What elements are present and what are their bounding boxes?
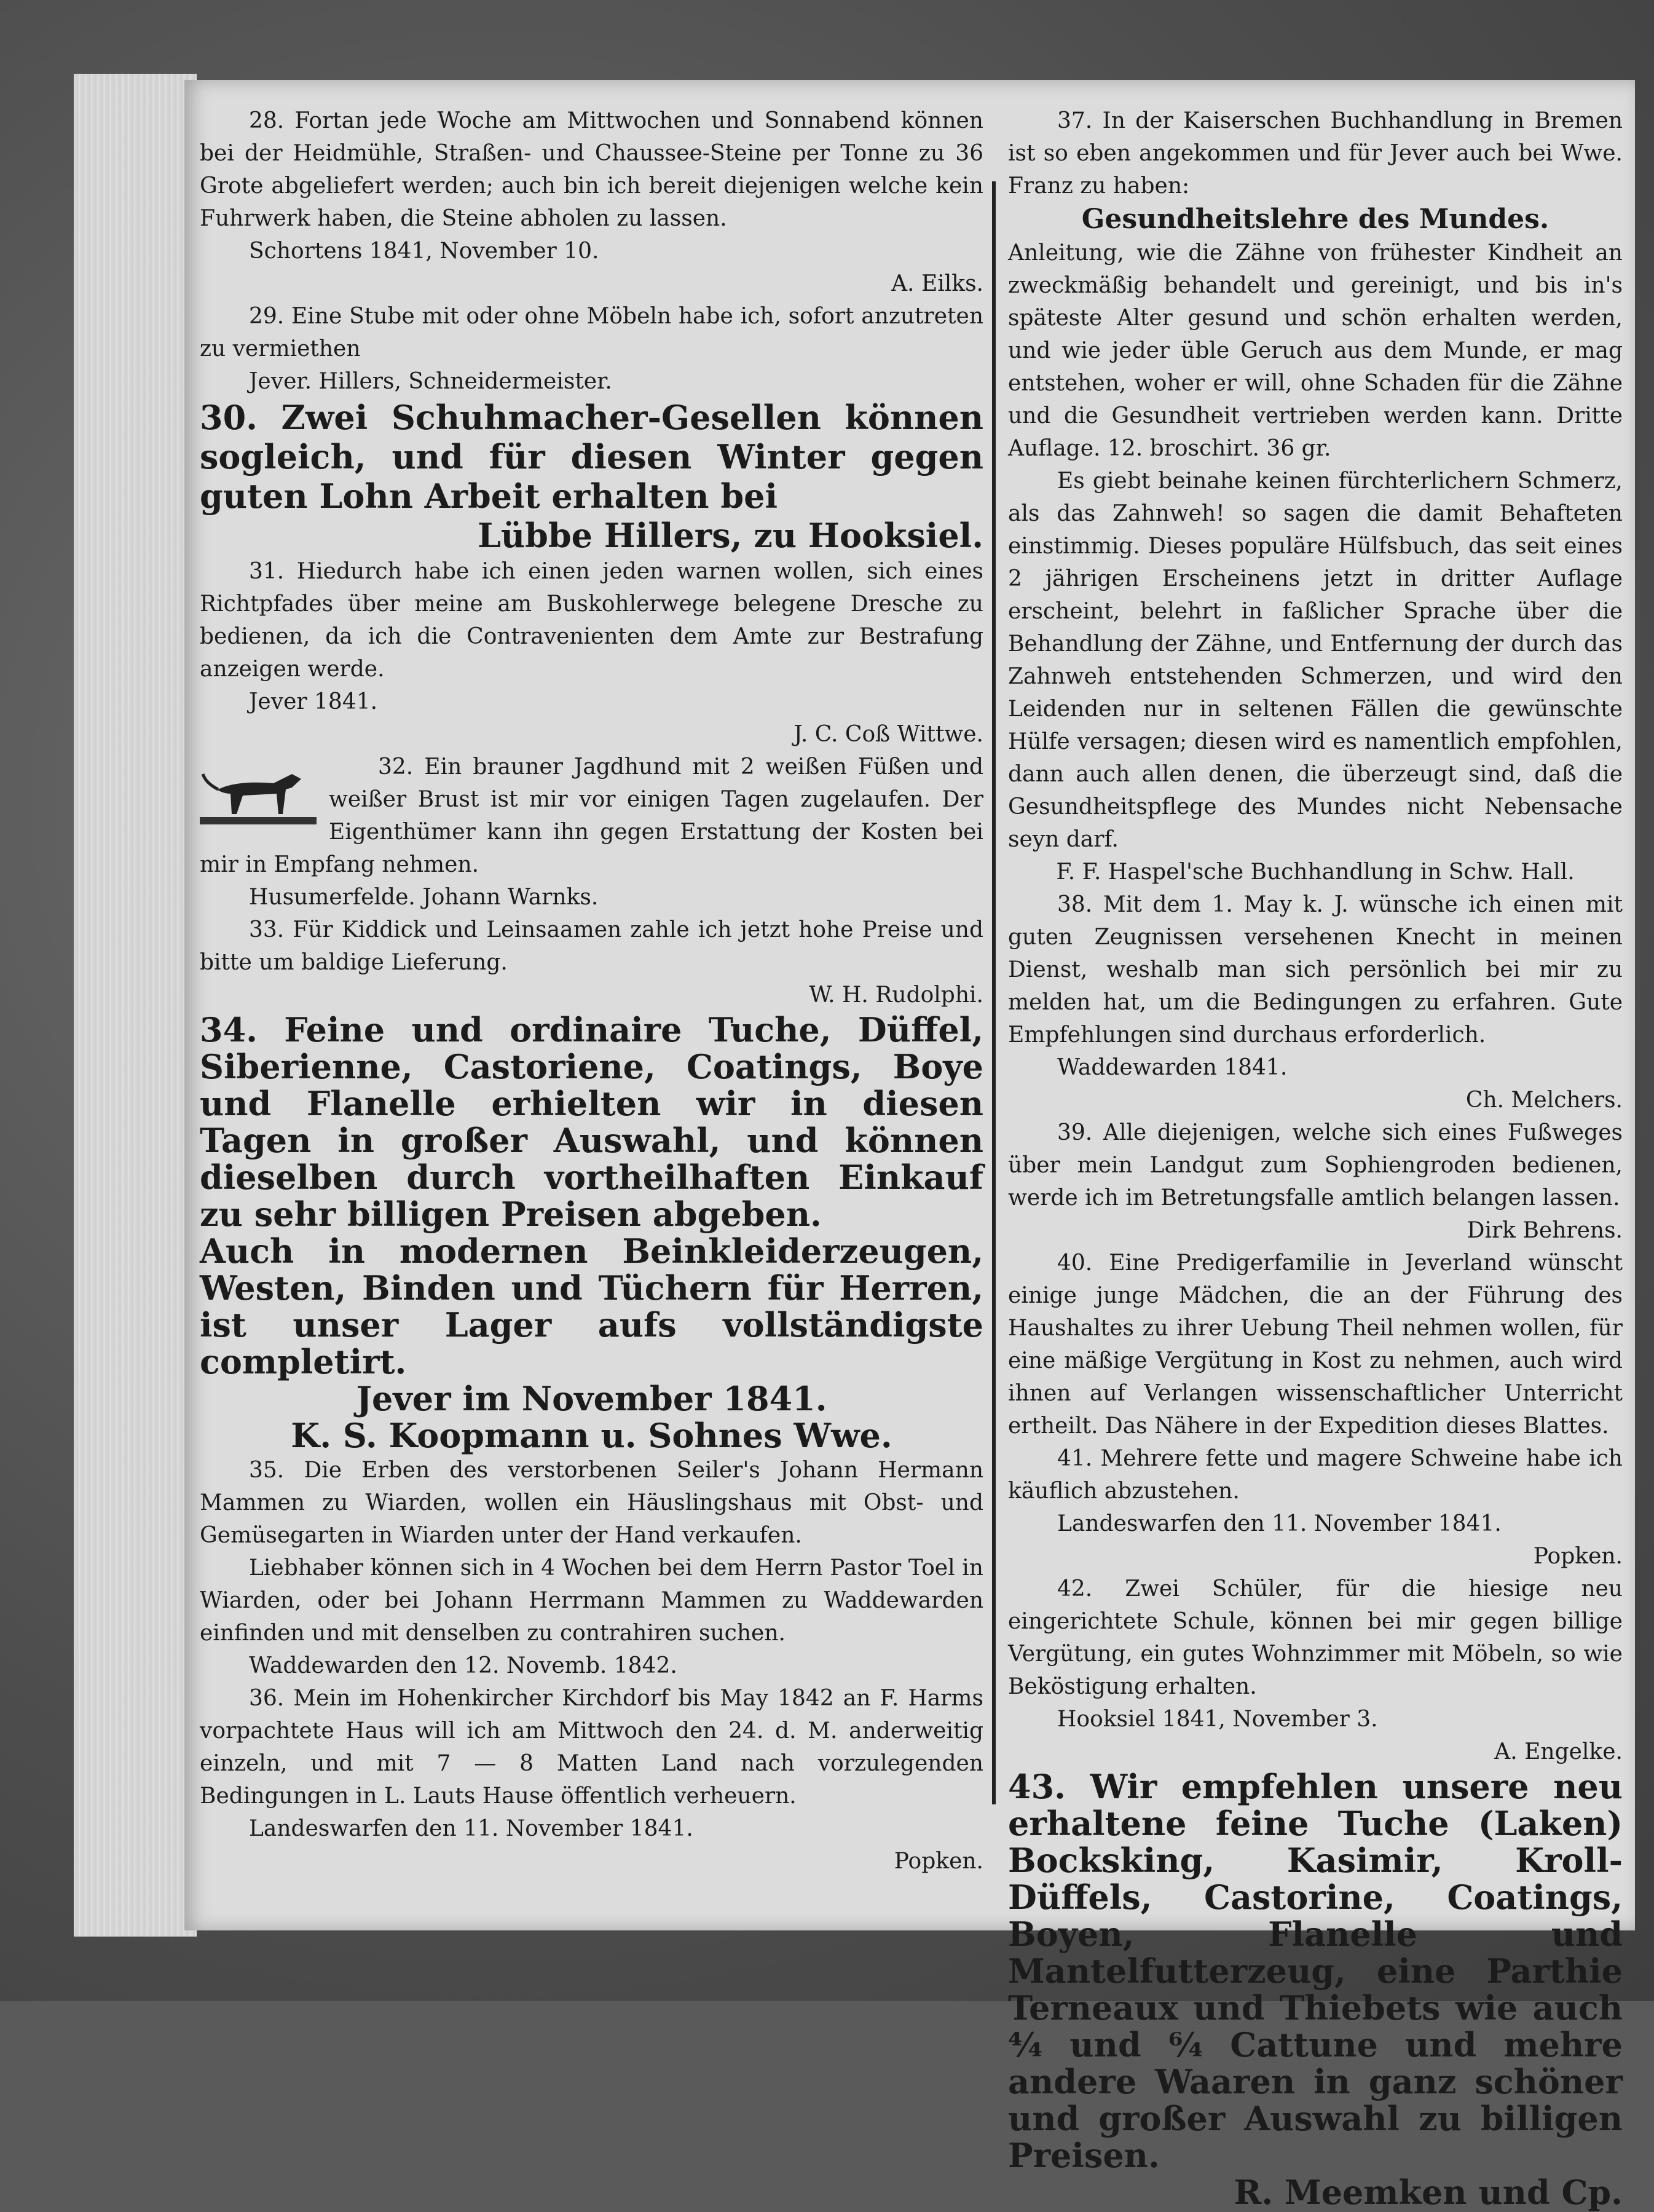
ad-34-signature: K. S. Koopmann u. Sohnes Wwe. <box>291 1416 892 1455</box>
ad-41-signature: Popken. <box>1533 1544 1623 1569</box>
ad-28-text: 28. Fortan jede Woche am Mittwochen und Sonnabend können bei der Heidmühle, Straßen- und Chaussee-Steine per Tonne zu 36 Grote abgeliefert werden; auch bin ich bereit diejenigen welche kein Fuhrwerk haben, die Steine abholen zu lassen. <box>200 108 983 231</box>
ad-42-signature: A. Engelke. <box>1494 1739 1623 1764</box>
ad-33-signature: W. H. Rudolphi. <box>809 982 983 1008</box>
column-rule <box>992 181 996 1804</box>
ad-42-text: 42. Zwei Schüler, für die hiesige neu eingerichtete Schule, können bei mir gegen billige Vergütung, ein gutes Wohnzimmer mit Möbeln, so wie Beköstigung erhalten. <box>1008 1576 1623 1699</box>
ad-35-date: Waddewarden den 12. Novemb. 1842. <box>249 1653 677 1678</box>
ad-35-text: 35. Die Erben des verstorbenen Seiler's Johann Hermann Mammen zu Wiarden, wollen ein Häuslingshaus mit Obst- und Gemüsegarten in Wiarden unter der Hand verkaufen. <box>200 1458 983 1548</box>
ad-34-text-2: Auch in modernen Beinkleiderzeugen, Westen, Binden und Tüchern für Herren, ist unser Lager aufs vollständigste completirt. <box>200 1231 983 1381</box>
ad-39-text: 39. Alle diejenigen, welche sich eines Fußweges über mein Landgut zum Sophiengroden bedienen, werde ich im Betretungsfalle amtlich belangen lassen. <box>1008 1120 1623 1211</box>
ad-32-signature: Husumerfelde. Johann Warnks. <box>249 885 599 910</box>
right-column <box>1008 105 1623 2211</box>
ad-41-date: Landeswarfen den 11. November 1841. <box>1057 1511 1502 1536</box>
ad-41-text: 41. Mehrere fette und magere Schweine habe ich käuflich abzustehen. <box>1008 1446 1623 1504</box>
dog-illustration <box>200 756 317 829</box>
ad-34-text: 34. Feine und ordinaire Tuche, Düffel, Siberienne, Castoriene, Coatings, Boye und Flanelle erhielten wir in diesen Tagen in großer Auswahl, und können dieselben durch vortheilhaften Einkauf zu sehr billigen Preisen abgeben. <box>200 1010 983 1234</box>
ad-37-book-title: Gesundheitslehre des Mundes. <box>1081 203 1550 235</box>
ad-37-signature: F. F. Haspel'sche Buchhandlung in Schw. Hall. <box>1056 859 1575 885</box>
page-edges <box>74 74 197 1937</box>
left-column <box>200 105 983 1878</box>
ad-43-text: 43. Wir empfehlen unsere neu erhaltene feine Tuche (Laken) Bocksking, Kasimir, Kroll-Düffels, Castorine, Coatings, Boyen, Flanelle und Mantelfutterzeug, eine Parthie Terneaux und Thiebets wie auch ⁴⁄₄ und ⁶⁄₄ Cattune und mehre andere Waaren in ganz schöner und großer Auswahl zu billigen Preisen. <box>1008 1767 1623 2175</box>
ad-29-text: 29. Eine Stube mit oder ohne Möbeln habe ich, sofort anzutreten zu vermiethen <box>200 304 983 361</box>
ad-29-signature: Jever. Hillers, Schneidermeister. <box>249 369 612 394</box>
ad-31-signature: J. C. Coß Wittwe. <box>794 722 983 747</box>
ad-28-signature: A. Eilks. <box>891 271 983 296</box>
ad-40-text: 40. Eine Predigerfamilie in Jeverland wünscht einige junge Mädchen, die an der Führung des Haushaltes zu ihrer Uebung Theil nehmen wollen, für eine mäßige Vergütung in Kost zu nehmen, auch wird ihnen auf Verlangen wissenschaftlicher Unterricht ertheilt. Das Nähere in der Expedition dieses Blattes. <box>1008 1250 1623 1439</box>
ad-31-text: 31. Hiedurch habe ich einen jeden warnen wollen, sich eines Richtpfades über meine am Buskohlerwege belegene Dresche zu bedienen, da ich die Contravenienten dem Amte zur Bestrafung anzeigen werde. <box>200 559 983 682</box>
ad-36-date: Landeswarfen den 11. November 1841. <box>249 1816 693 1841</box>
ad-32 <box>200 751 983 914</box>
ad-30-signature: Lübbe Hillers, zu Hooksiel. <box>477 516 983 555</box>
ad-38-date: Waddewarden 1841. <box>1057 1055 1288 1080</box>
ad-36-text: 36. Mein im Hohenkircher Kirchdorf bis May 1842 an F. Harms vorpachtete Haus will ich am Mittwoch den 24. d. M. anderweitig einzeln, und mit 7 — 8 Matten Land nach vorzulegenden Bedingungen in L. Lauts Hause öffentlich verheuern. <box>200 1686 983 1809</box>
ad-37-text: 37. In der Kaiserschen Buchhandlung in Bremen ist so eben angekommen und für Jever auch bei Wwe. Franz zu haben: <box>1008 108 1623 199</box>
ad-38-text: 38. Mit dem 1. May k. J. wünsche ich einen mit guten Zeugnissen versehenen Knecht in meinen Dienst, weshalb man sich persönlich bei mir zu melden hat, um die Bedingungen zu erfahren. Gute Empfehlungen sind durchaus erforderlich. <box>1008 892 1623 1048</box>
ad-36-signature: Popken. <box>894 1849 983 1874</box>
ad-39-signature: Dirk Behrens. <box>1467 1218 1623 1243</box>
ad-32-text: 32. Ein brauner Jagdhund mit 2 weißen Füßen und weißer Brust ist mir vor einigen Tagen zugelaufen. Der Eigenthümer kann ihn gegen Erstattung der Kosten bei mir in Empfang nehmen. <box>200 754 983 877</box>
ad-33-text: 33. Für Kiddick und Leinsaamen zahle ich jetzt hohe Preise und bitte um baldige Lieferung. <box>200 917 983 975</box>
ad-38-signature: Ch. Melchers. <box>1465 1088 1623 1113</box>
ad-34-date: Jever im November 1841. <box>356 1379 827 1418</box>
ad-37-text-3: Es giebt beinahe keinen fürchterlichern Schmerz, als das Zahnweh! so sagen die damit Behafteten einstimmig. Dieses populäre Hülfsbuch, das seit eines 2 jährigen Erscheinens jetzt in dritter Auflage erscheint, belehrt in faßlicher Sprache über die Behandlung der Zähne, und Entfernung der durch das Zahnweh entstehenden Schmerzen, und wird den Leidenden nur in seltenen Fällen die gewünschte Hülfe versagen; diesen wird es namentlich empfohlen, dann auch allen denen, die überzeugt sind, daß die Gesundheitspflege des Mundes nicht Nebensache seyn darf. <box>1008 468 1623 852</box>
ad-28-date: Schortens 1841, November 10. <box>249 239 599 264</box>
ad-42-date: Hooksiel 1841, November 3. <box>1057 1707 1378 1732</box>
ad-43-signature: R. Meemken und Cp. <box>1234 2173 1623 2212</box>
ad-31-date: Jever 1841. <box>249 689 378 714</box>
ad-37-text-2: Anleitung, wie die Zähne von frühester Kindheit an zweckmäßig behandelt und gereinigt, und bis in's späteste Alter gesund und schön erhalten werden, und wie jeder üble Geruch aus dem Munde, er mag entstehen, woher er will, ohne Schaden für die Zähne und die Gesundheit vertrieben werden kann. Dritte Auflage. 12. broschirt. 36 gr. <box>1008 240 1623 461</box>
ad-35-text-2: Liebhaber können sich in 4 Wochen bei dem Herrn Pastor Toel in Wiarden, oder bei Johann Herrmann Mammen zu Waddewarden einfinden und mit denselben zu contrahiren suchen. <box>200 1555 983 1646</box>
ad-30-text: 30. Zwei Schuhmacher-Gesellen können sogleich, und für diesen Winter gegen guten Lohn Arbeit erhalten bei <box>200 398 983 516</box>
